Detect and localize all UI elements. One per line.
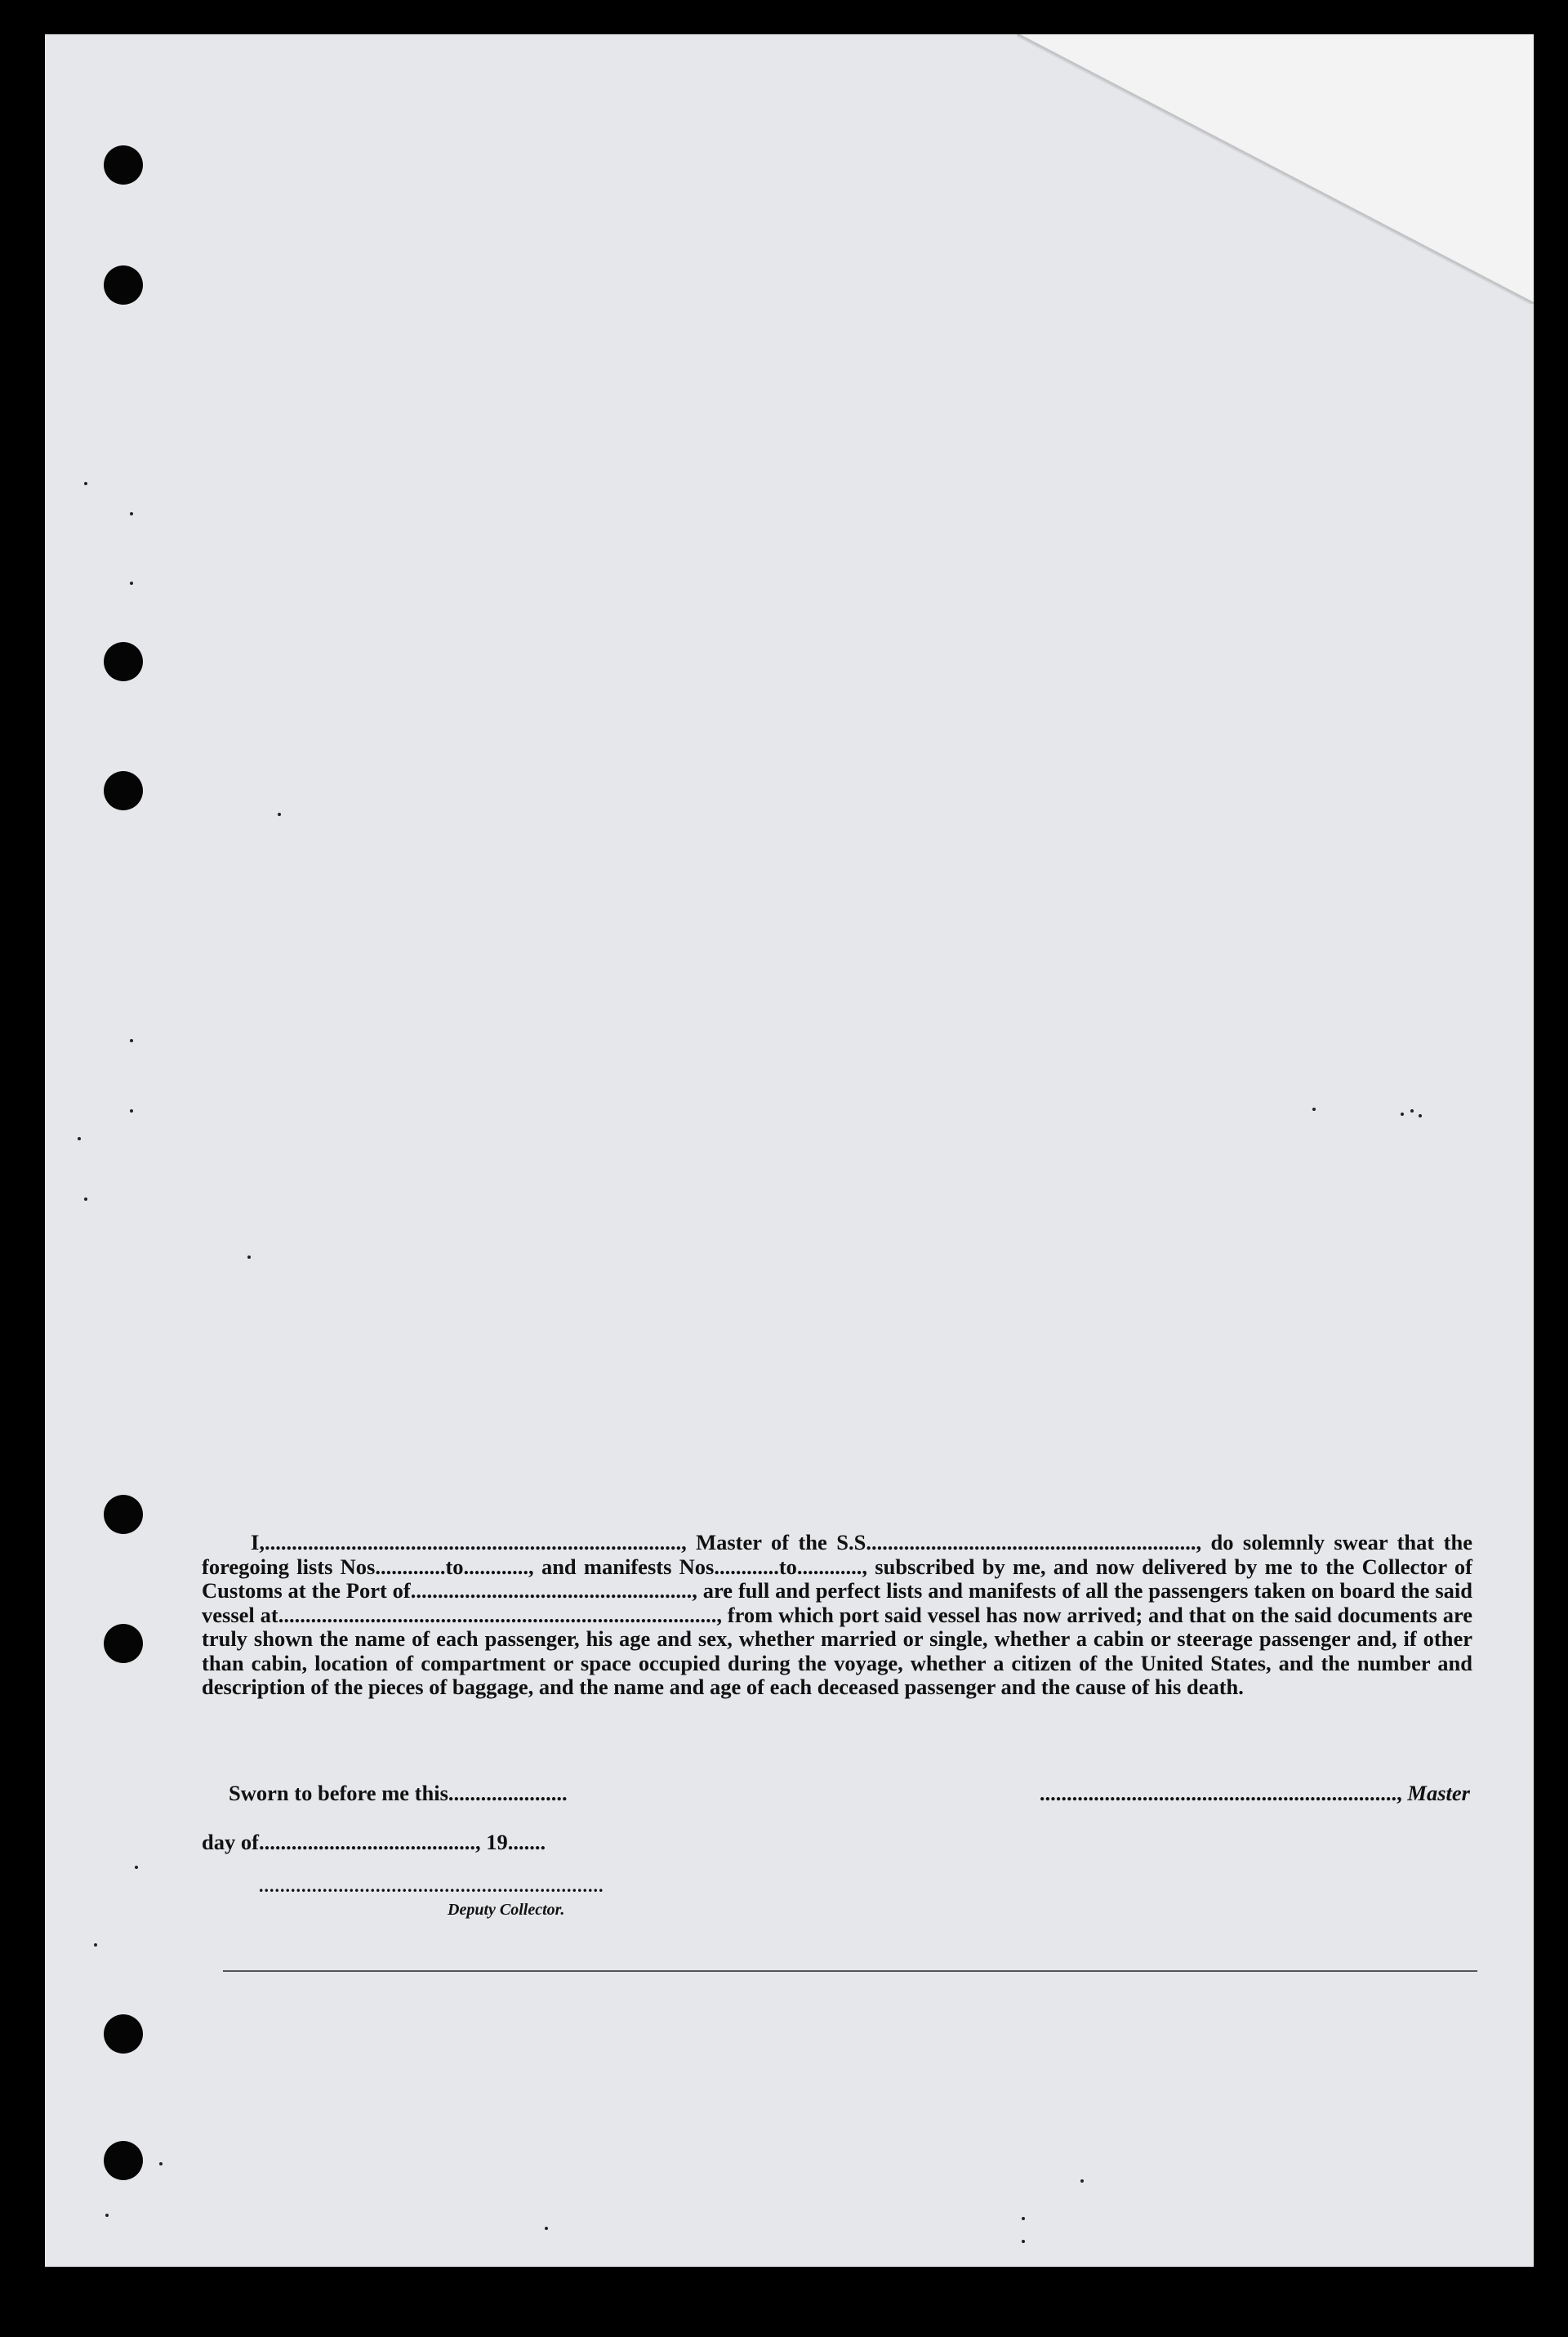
scan-speck	[1312, 1108, 1316, 1111]
scan-speck	[130, 582, 133, 585]
scan-speck	[130, 512, 133, 515]
scan-speck	[94, 1943, 97, 1947]
master-label: Master	[1407, 1781, 1470, 1805]
deputy-collector-label: Deputy Collector.	[448, 1901, 565, 1919]
document-page	[45, 34, 1534, 2267]
scan-speck	[84, 1197, 87, 1201]
scan-speck	[1022, 2240, 1025, 2243]
binder-hole	[104, 1495, 143, 1534]
master-signature-line	[1040, 1781, 1470, 1806]
scan-speck	[1419, 1114, 1422, 1117]
binder-hole	[104, 642, 143, 681]
binder-hole	[104, 771, 143, 810]
scan-speck	[105, 2214, 109, 2217]
scan-speck	[545, 2227, 548, 2230]
bottom-rule	[223, 1970, 1477, 1972]
master-signature-dots: ..................................................................,	[1039, 1781, 1402, 1805]
binder-hole	[104, 265, 143, 305]
day-line: day of........................................, 19.......	[202, 1830, 546, 1854]
scan-speck	[247, 1255, 251, 1259]
scan-speck	[1080, 2179, 1084, 2183]
binder-hole	[104, 145, 143, 185]
scan-speck	[84, 482, 87, 485]
oath-paragraph: I,............................................................................., Master of the S.S............................................................., do solemnly swear that the foregoing lists Nos.............to............, and manifests Nos............to............, subscribed by me, and now delivered by me to the Collector of Customs at the Port of...................................................., are full and perfect lists and manifests of all the passengers taken on board the said vessel at................................................................................., from which port said vessel has now arrived; and that on the said documents are truly shown the name of each passenger, his age and sex, whether married or single, whether a cabin or steerage passenger and, if other than cabin, location of compartment or space occupied during the voyage, whether a citizen of the United States, and the number and description of the pieces of baggage, and the name and age of each deceased passenger and the cause of his death.	[202, 1530, 1472, 1699]
scan-speck	[135, 1866, 138, 1869]
scan-speck	[130, 1109, 133, 1113]
deputy-signature-dots: .................................................................	[259, 1875, 604, 1896]
sworn-line: Sworn to before me this......................	[229, 1781, 568, 1805]
binder-hole	[104, 2014, 143, 2054]
fold-crease	[1017, 34, 1534, 304]
scan-speck	[130, 1039, 133, 1042]
binder-hole	[104, 2141, 143, 2180]
binder-hole	[104, 1624, 143, 1663]
scan-speck	[78, 1137, 81, 1140]
scan-speck	[1410, 1109, 1414, 1113]
scan-speck	[159, 2162, 163, 2165]
scan-speck	[1022, 2217, 1025, 2220]
scan-speck	[278, 813, 281, 816]
scan-speck	[1401, 1113, 1404, 1116]
